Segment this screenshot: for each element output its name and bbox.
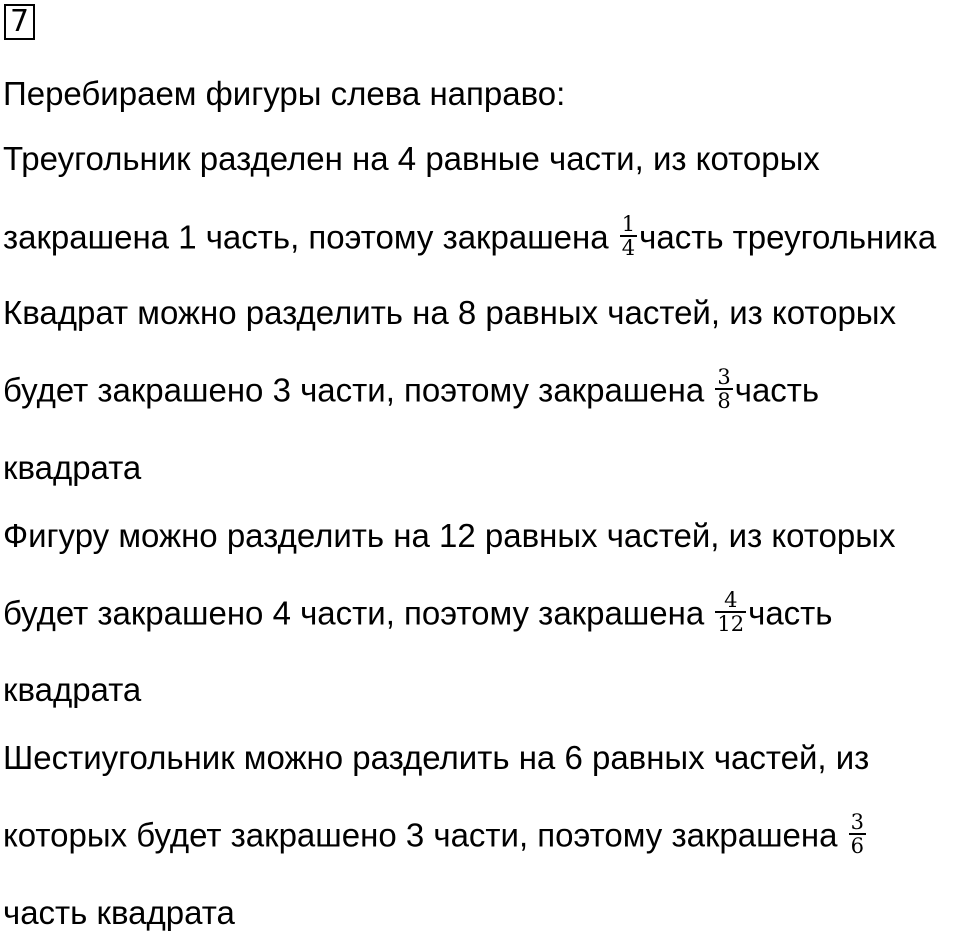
fraction-1-4 [620, 213, 637, 259]
fraction-denominator: 4 [621, 236, 636, 260]
text-line-9: квадрата [3, 671, 142, 708]
text-line-7: Фигуру можно разделить на 12 равных частей, из которых [3, 517, 896, 554]
fraction-numerator: 3 [717, 365, 731, 389]
fraction-denominator: 6 [850, 834, 865, 858]
text-line-5-start: будет закрашено 3 части, поэтому закрашена [3, 371, 714, 409]
text-line-4: Квадрат можно разделить на 8 равных частей, из которых [3, 294, 897, 331]
fraction-4-12 [715, 589, 746, 635]
text-line-3-start: закрашена 1 часть, поэтому закрашена [3, 218, 618, 256]
fraction-3-8 [715, 366, 732, 412]
task-number-box: 7 [4, 4, 35, 40]
fraction-denominator: 8 [717, 389, 731, 413]
text-line-5 [3, 365, 820, 416]
text-line-12: часть квадрата [3, 894, 235, 931]
text-line-1: Перебираем фигуры слева направо: [3, 75, 566, 112]
fraction-numerator: 1 [621, 212, 636, 236]
text-line-8 [3, 588, 833, 639]
fraction-3-6 [849, 811, 866, 857]
text-line-5-end: часть [734, 371, 820, 409]
fraction-numerator: 4 [724, 588, 738, 612]
text-line-11 [3, 810, 868, 861]
fraction-numerator: 3 [850, 810, 865, 834]
text-line-2: Треугольник разделен на 4 равные части, из которых [3, 140, 820, 177]
text-line-6: квадрата [3, 449, 142, 486]
text-line-11-start: которых будет закрашено 3 части, поэтому закрашена [3, 816, 847, 854]
fraction-denominator: 12 [717, 612, 745, 636]
text-line-10: Шестиугольник можно разделить на 6 равных частей, из [3, 739, 870, 776]
text-line-3 [3, 212, 937, 263]
text-line-8-end: часть [748, 594, 833, 632]
text-line-3-end: часть треугольника [639, 218, 937, 256]
text-line-8-start: будет закрашено 4 части, поэтому закрашена [3, 594, 714, 632]
